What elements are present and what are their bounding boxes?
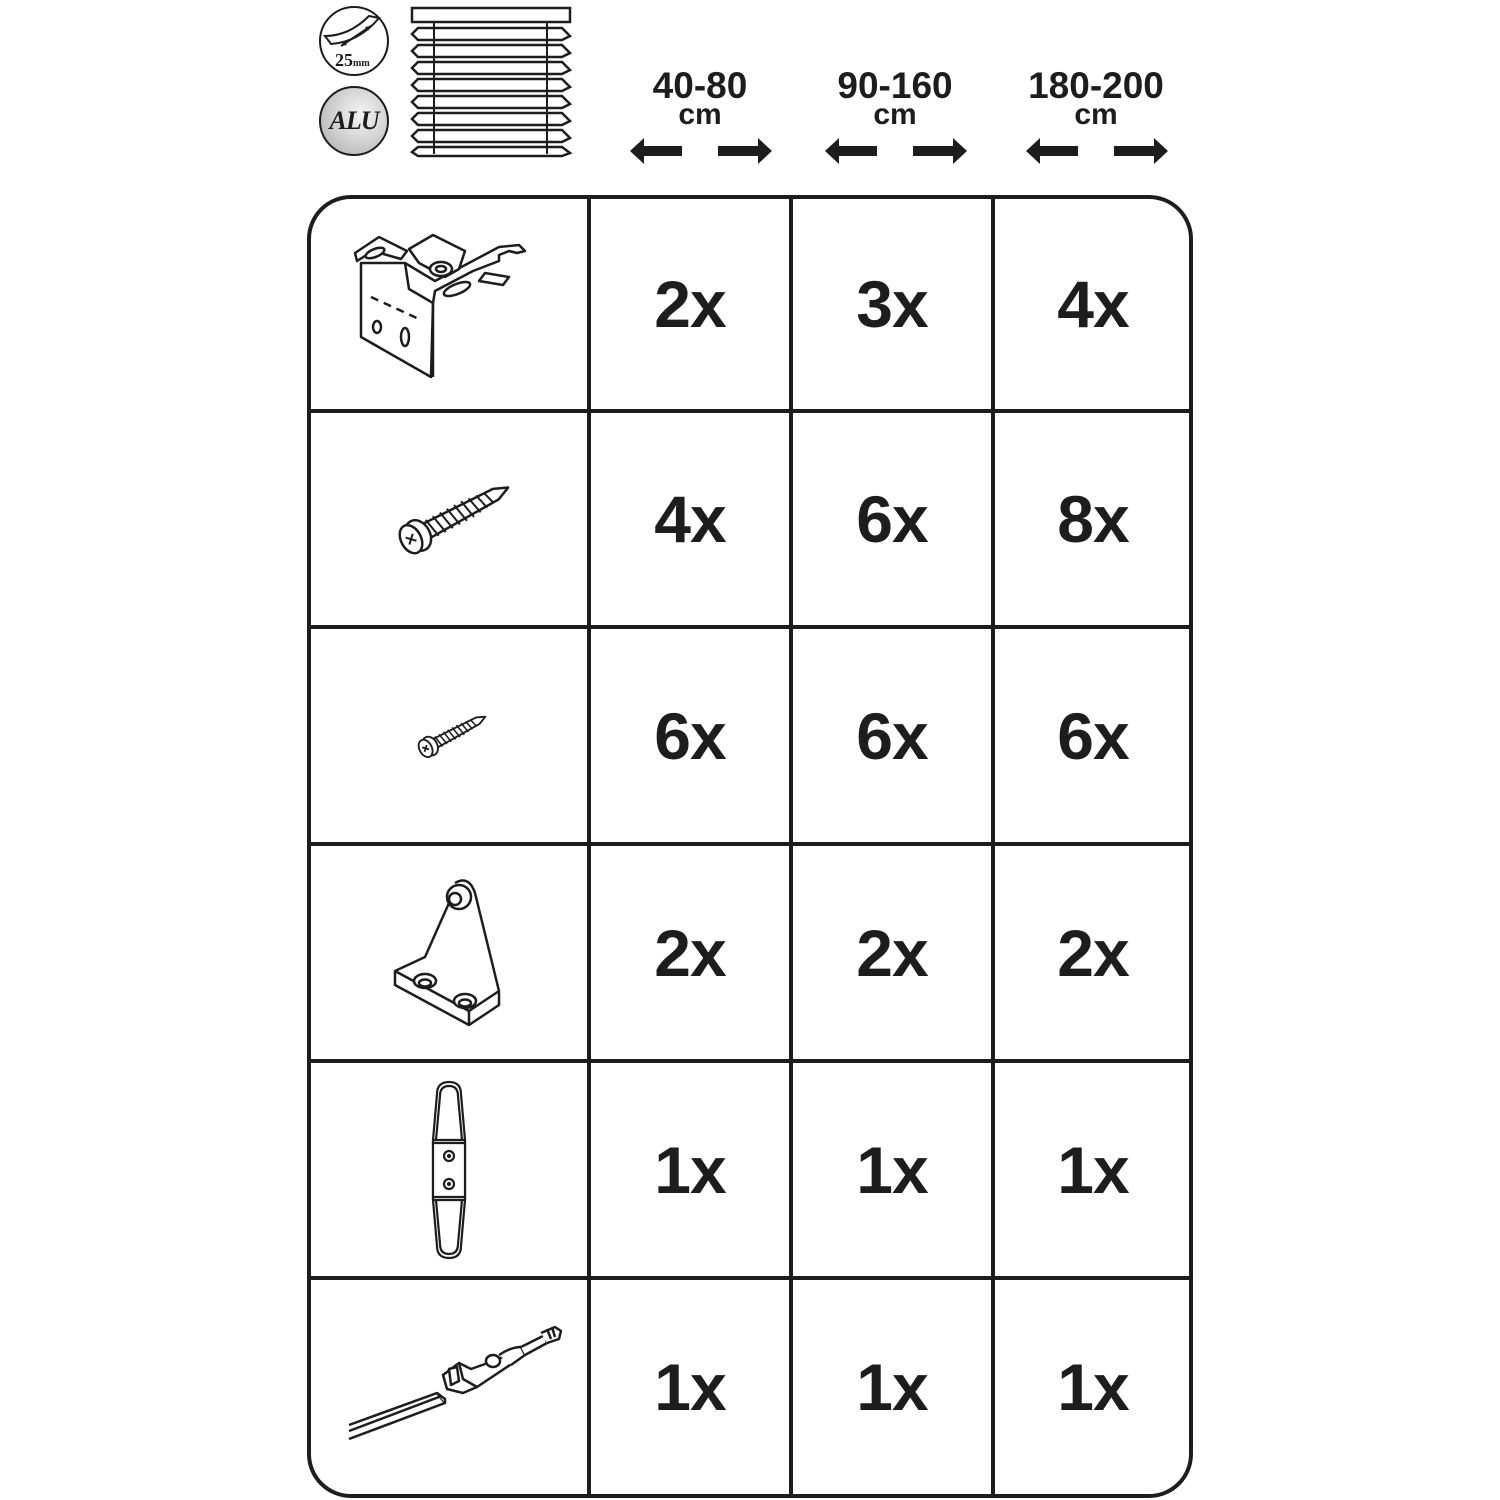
quantity-cell: 4x bbox=[1057, 267, 1129, 341]
width-arrows-icon bbox=[825, 138, 967, 164]
quantity-cell: 1x bbox=[856, 1132, 928, 1207]
quantity-cell: 6x bbox=[654, 698, 726, 773]
slat-width-badge bbox=[319, 6, 389, 76]
width-unit: cm bbox=[678, 98, 722, 131]
width-arrows-icon bbox=[1026, 138, 1168, 164]
width-arrows-icon bbox=[630, 138, 772, 164]
width-unit: cm bbox=[1074, 98, 1118, 131]
quantity-cell: 6x bbox=[856, 482, 928, 556]
table-row-3-part bbox=[311, 629, 587, 842]
small-screw-icon bbox=[409, 709, 489, 763]
aluminium-icon: ALU bbox=[329, 106, 379, 135]
width-column-1-label bbox=[620, 67, 780, 130]
table-row-1-part bbox=[311, 199, 587, 409]
quantity-cell: 2x bbox=[856, 915, 928, 990]
table-row-4-part bbox=[311, 846, 587, 1059]
width-range: 180-200 bbox=[1028, 65, 1164, 106]
cord-connector-icon bbox=[429, 1080, 469, 1260]
quantity-cell: 8x bbox=[1057, 482, 1129, 556]
quantity-cell: 1x bbox=[1057, 1350, 1129, 1424]
table-row-2-part bbox=[311, 413, 587, 625]
venetian-blind-icon bbox=[410, 6, 572, 156]
table-row-6-part bbox=[311, 1280, 587, 1493]
width-column-2-label bbox=[805, 67, 985, 130]
quantity-cell: 1x bbox=[654, 1132, 726, 1207]
slat-width-value: 25 bbox=[335, 50, 353, 70]
quantity-cell: 2x bbox=[654, 915, 726, 990]
width-column-3-label bbox=[1006, 67, 1186, 130]
quantity-cell: 4x bbox=[654, 482, 726, 556]
quantity-cell: 6x bbox=[856, 698, 928, 773]
quantity-cell: 2x bbox=[1057, 915, 1129, 990]
table-row-5-part bbox=[311, 1063, 587, 1276]
quantity-cell: 6x bbox=[1057, 698, 1129, 773]
width-range: 40-80 bbox=[652, 65, 748, 106]
quantity-cell: 1x bbox=[856, 1350, 928, 1424]
large-screw-icon bbox=[384, 479, 514, 559]
material-badge bbox=[319, 86, 389, 156]
quantity-cell: 1x bbox=[1057, 1132, 1129, 1207]
mounting-bracket-icon bbox=[349, 229, 549, 379]
tilt-wand-coupling-icon bbox=[333, 1307, 573, 1467]
quantity-cell: 3x bbox=[856, 267, 928, 341]
width-range: 90-160 bbox=[837, 65, 953, 106]
width-unit: cm bbox=[873, 98, 917, 131]
cord-guide-bracket-icon bbox=[389, 873, 509, 1033]
slat-width-unit: mm bbox=[353, 58, 370, 69]
quantity-cell: 2x bbox=[654, 267, 726, 341]
quantity-cell: 1x bbox=[654, 1350, 726, 1424]
